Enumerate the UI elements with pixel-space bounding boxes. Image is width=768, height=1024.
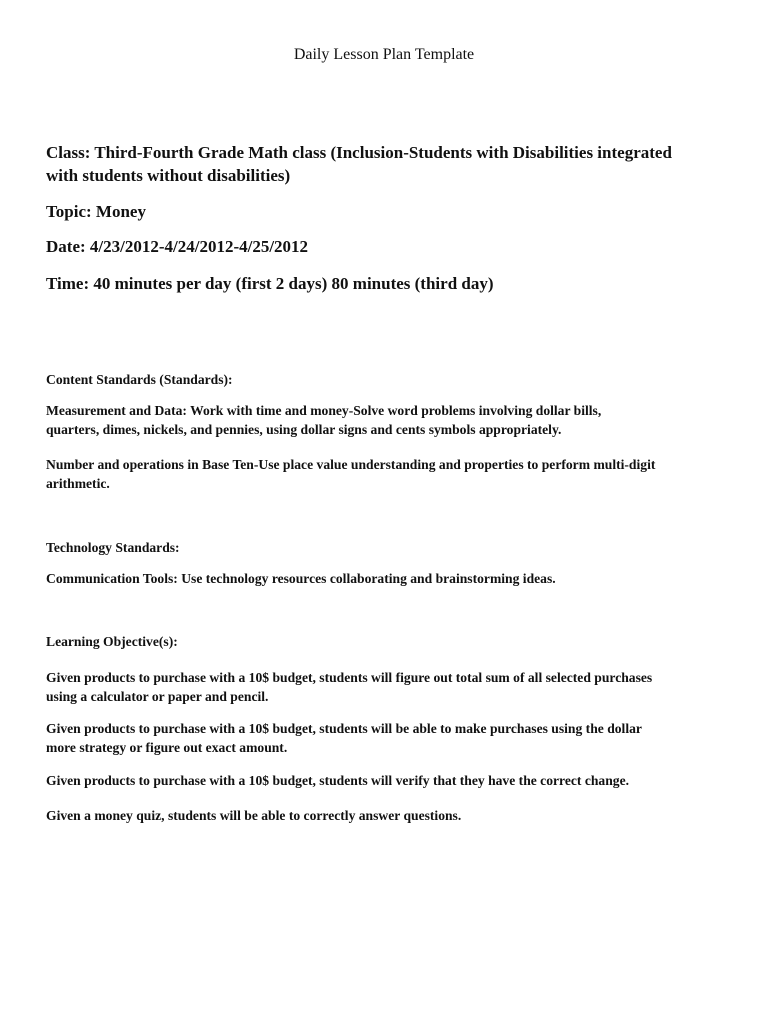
text-line: Measurement and Data: Work with time and money-Solve word problems involving dollar bills, [46, 403, 602, 418]
content-standards-heading: Content Standards (Standards): [46, 372, 233, 387]
text-line: Number and operations in Base Ten-Use place value understanding and properties to perform multi-digit [46, 457, 656, 472]
class-info [46, 141, 672, 187]
technology-standard-communication: Communication Tools: Use technology resources collaborating and brainstorming ideas. [46, 571, 556, 586]
objective-4: Given a money quiz, students will be able to correctly answer questions. [46, 808, 462, 823]
content-standard-number [46, 455, 655, 493]
learning-objectives-heading: Learning Objective(s): [46, 634, 178, 649]
content-standard-measurement [46, 401, 601, 439]
document-title: Daily Lesson Plan Template [293, 46, 475, 63]
date: Date: 4/23/2012-4/24/2012-4/25/2012 [46, 237, 309, 256]
class-line: with students without disabilities) [46, 166, 291, 185]
text-line: arithmetic. [46, 476, 110, 491]
objective-1 [46, 668, 652, 706]
text-line: Given products to purchase with a 10$ budget, students will figure out total sum of all selected purchases [46, 670, 653, 685]
class-line: Class: Third-Fourth Grade Math class (Inclusion-Students with Disabilities integrated [46, 143, 672, 162]
text-line: more strategy or figure out exact amount. [46, 740, 288, 755]
topic: Topic: Money [46, 202, 146, 221]
text-line: Given products to purchase with a 10$ budget, students will be able to make purchases using the dollar [46, 721, 642, 736]
time: Time: 40 minutes per day (first 2 days) 80 minutes (third day) [46, 274, 494, 293]
objective-2 [46, 719, 642, 757]
technology-standards-heading: Technology Standards: [46, 540, 180, 555]
text-line: quarters, dimes, nickels, and pennies, using dollar signs and cents symbols appropriately. [46, 422, 562, 437]
text-line: using a calculator or paper and pencil. [46, 689, 269, 704]
objective-3: Given products to purchase with a 10$ budget, students will verify that they have the correct change. [46, 773, 630, 788]
